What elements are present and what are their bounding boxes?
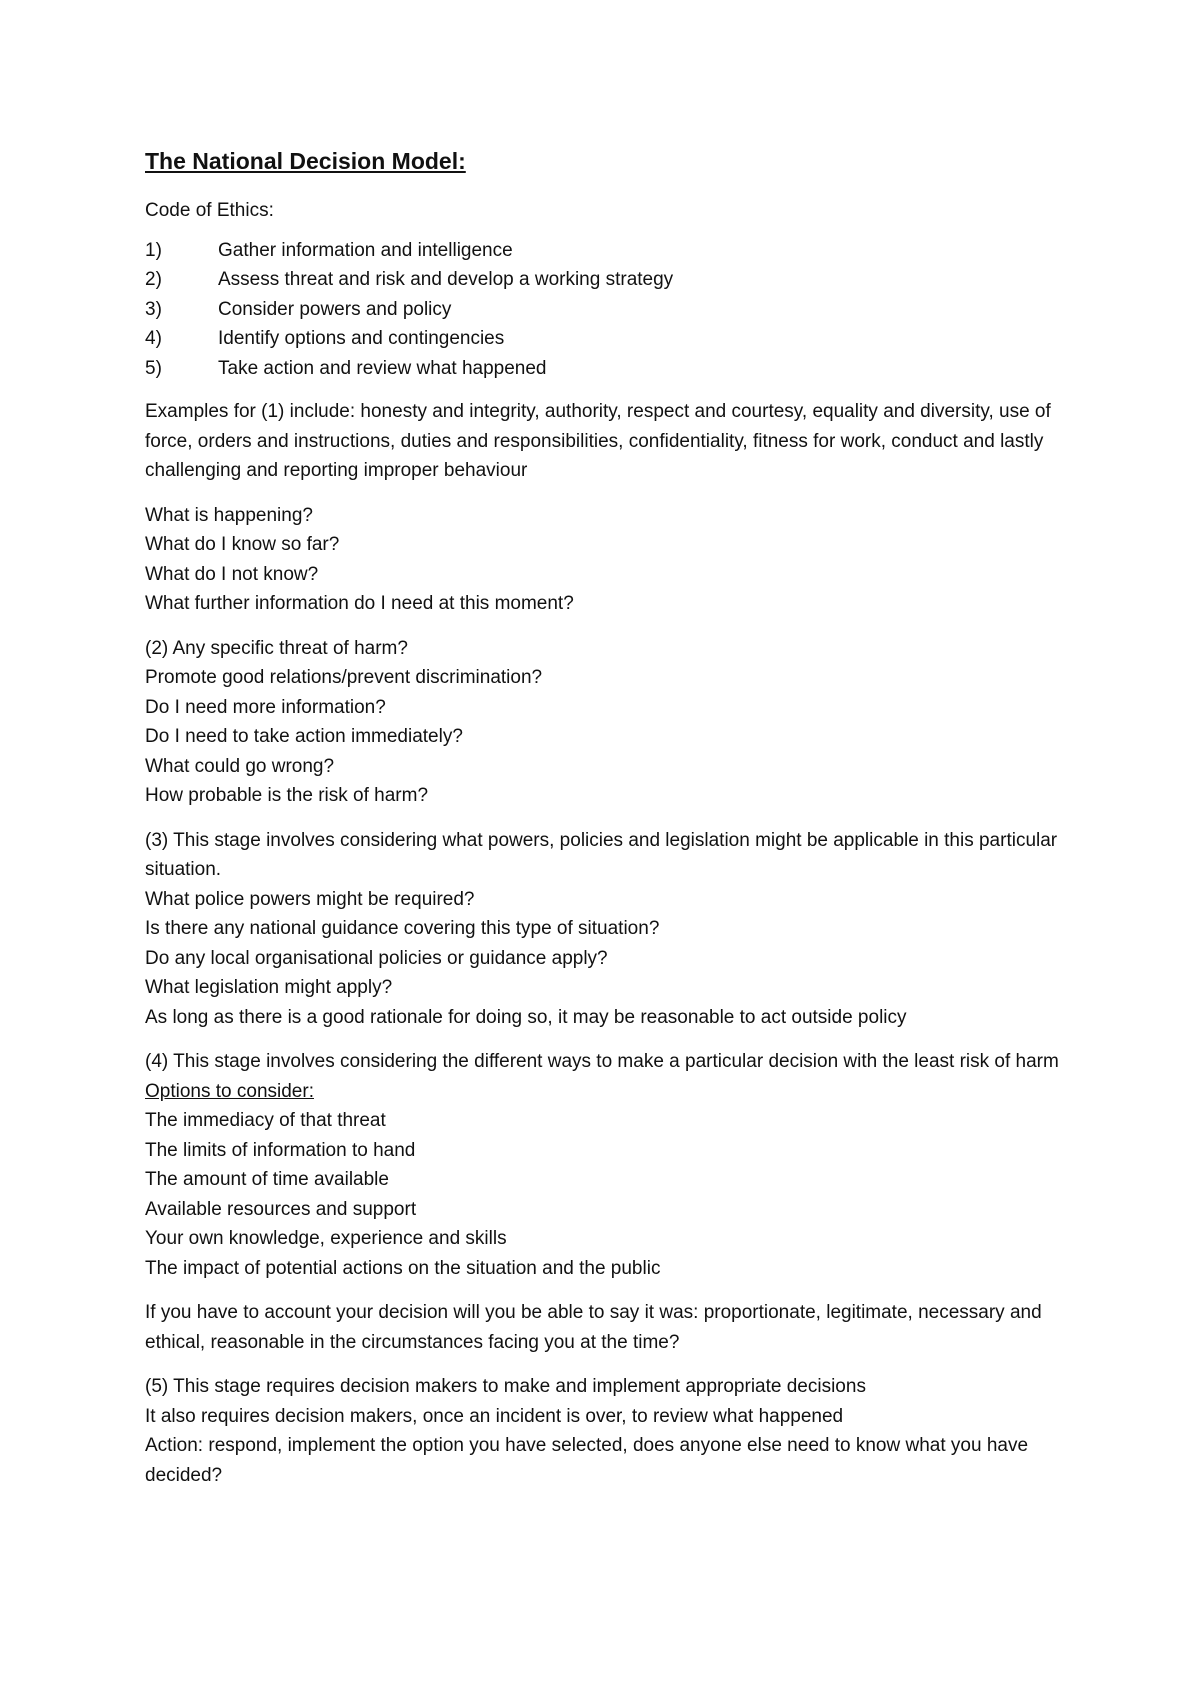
list-number: 4) [145,328,162,349]
option-line: The immediacy of that threat [145,1110,386,1131]
options-heading: Options to consider: [145,1080,314,1102]
list-number: 3) [145,298,162,320]
list-item [145,265,1065,295]
question-line: Do I need more information? [145,696,386,718]
stage2-section [145,634,1065,811]
question-line: What do I not know? [145,563,319,585]
stage5-line: It also requires decision makers, once an incident is over, to review what happened [145,1405,844,1427]
code-of-ethics-heading: Code of Ethics: [145,200,274,221]
question-line: Do any local organisational policies or guidance apply? [145,947,608,969]
list-item [145,324,1065,354]
page-title: The National Decision Model: [145,148,466,174]
question-line: What further information do I need at this moment? [145,593,574,614]
question-line: Is there any national guidance covering this type of situation? [145,918,660,939]
stage5-line: Action: respond, implement the option you have selected, does anyone else need to know what you have decided? [145,1435,1029,1486]
question-line: What do I know so far? [145,534,340,555]
list-item [145,295,1065,325]
list-text: Identify options and contingencies [218,328,505,349]
stage4-section [145,1047,1065,1283]
question-line: What police powers might be required? [145,888,475,910]
stage4-intro: (4) This stage involves considering the different ways to make a particular decision with the least risk of harm [145,1051,1059,1072]
list-number: 5) [145,357,162,379]
list-text: Take action and review what happened [218,357,547,379]
option-line: The amount of time available [145,1169,389,1190]
list-text: Assess threat and risk and develop a working strategy [218,269,674,290]
stage3-intro: (3) This stage involves considering what powers, policies and legislation might be applicable in this particular situation. [145,829,1058,880]
list-number: 2) [145,269,162,290]
list-number: 1) [145,239,162,261]
list-item [145,236,1065,266]
question-line: What legislation might apply? [145,977,393,998]
list-text: Gather information and intelligence [218,239,513,261]
question-line: What is happening? [145,504,313,526]
examples-paragraph: Examples for (1) include: honesty and integrity, authority, respect and courtesy, equality and diversity, use of force, orders and instructions, duties and responsibilities, confidentiality, fitness for work, conduct and lastly challenging and reporting improper behaviour [145,401,1051,481]
stage5-section [145,1372,1065,1490]
list-text: Consider powers and policy [218,298,452,320]
account-paragraph: If you have to account your decision will you be able to say it was: proportionate, legitimate, necessary and ethical, reasonable in the circumstances facing you at the time? [145,1302,1042,1353]
question-line: Promote good relations/prevent discrimination? [145,667,543,688]
steps-list [145,236,1065,384]
question-line: What could go wrong? [145,755,335,777]
list-item [145,354,1065,384]
stage5-line: (5) This stage requires decision makers to make and implement appropriate decisions [145,1376,866,1397]
stage3-section [145,826,1065,1033]
question-line: (2) Any specific threat of harm? [145,637,408,659]
option-line: Available resources and support [145,1198,417,1220]
option-line: The impact of potential actions on the situation and the public [145,1257,661,1279]
option-line: Your own knowledge, experience and skills [145,1228,507,1249]
option-line: The limits of information to hand [145,1139,416,1161]
question-line: As long as there is a good rationale for doing so, it may be reasonable to act outside policy [145,1006,907,1028]
question-line: Do I need to take action immediately? [145,726,463,747]
document-page [145,146,1065,1505]
question-line: How probable is the risk of harm? [145,785,429,806]
stage1-questions [145,501,1065,619]
